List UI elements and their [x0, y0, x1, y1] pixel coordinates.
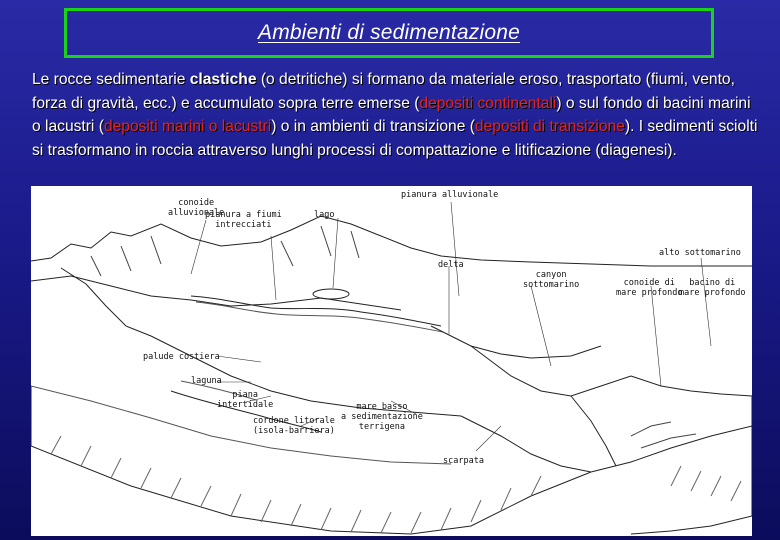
label-conoide-mare-profondo: conoide di mare profondo [616, 278, 683, 298]
label-pianura-fiumi-intrecciati: pianura a fiumi intrecciati [205, 210, 282, 230]
slide-title: Ambienti di sedimentazione [257, 21, 520, 44]
label-alto-sottomarino: alto sottomarino [659, 248, 741, 258]
block-diagram-drawing [31, 186, 752, 536]
label-laguna: laguna [191, 376, 222, 386]
intro-text-9: ). I sedimenti sciolti si trasformano in roccia attraverso lunghi processi di compattazione e litificazione (diagenesi). [32, 118, 758, 159]
label-conoide-alluvionale: conoide alluvionale [168, 198, 225, 218]
braided-river [191, 296, 441, 326]
block-right-edge [631, 396, 752, 534]
label-piana-intertidale: piana intertidale [217, 390, 274, 410]
lake-shape [313, 289, 349, 299]
mountain-horizon [31, 216, 752, 266]
intro-paragraph [32, 68, 762, 162]
sedimentary-environments-diagram [31, 186, 752, 536]
label-cordone-litorale: cordone litorale (isola-barriera) [253, 416, 335, 436]
intro-text-1: Le rocce sedimentarie [32, 71, 190, 88]
label-delta: delta [438, 260, 464, 270]
label-pianura-alluvionale: pianura alluvionale [401, 190, 499, 200]
term-depositi-marini: depositi marini o lacustri [103, 118, 272, 135]
label-bacino-mare-profondo: bacino di mare profondo [679, 278, 746, 298]
term-depositi-transizione: depositi di transizione [474, 118, 625, 135]
intro-text-7: ) o in ambienti di transizione ( [271, 118, 475, 135]
intro-text-3: (o detritiche) si formano da materiale eroso, trasportato (fiumi, vento, forza di gravità, ecc.) e accumulato sopra terre emerse ( [32, 71, 735, 112]
shoreline [431, 326, 601, 358]
label-canyon-sottomarino: canyon sottomarino [523, 270, 580, 290]
term-depositi-continentali: depositi continentali [419, 94, 557, 112]
slide-title-box [64, 8, 714, 58]
term-clastiche: clastiche [189, 71, 257, 88]
label-scarpata: scarpata [443, 456, 484, 466]
label-lago: lago [314, 210, 335, 220]
label-palude-costiera: palude costiera [143, 352, 220, 362]
label-mare-basso: mare basso a sedimentazione terrigena [341, 402, 423, 432]
intro-text-5: ) o sul fondo di bacini marini o lacustri ( [32, 94, 751, 135]
